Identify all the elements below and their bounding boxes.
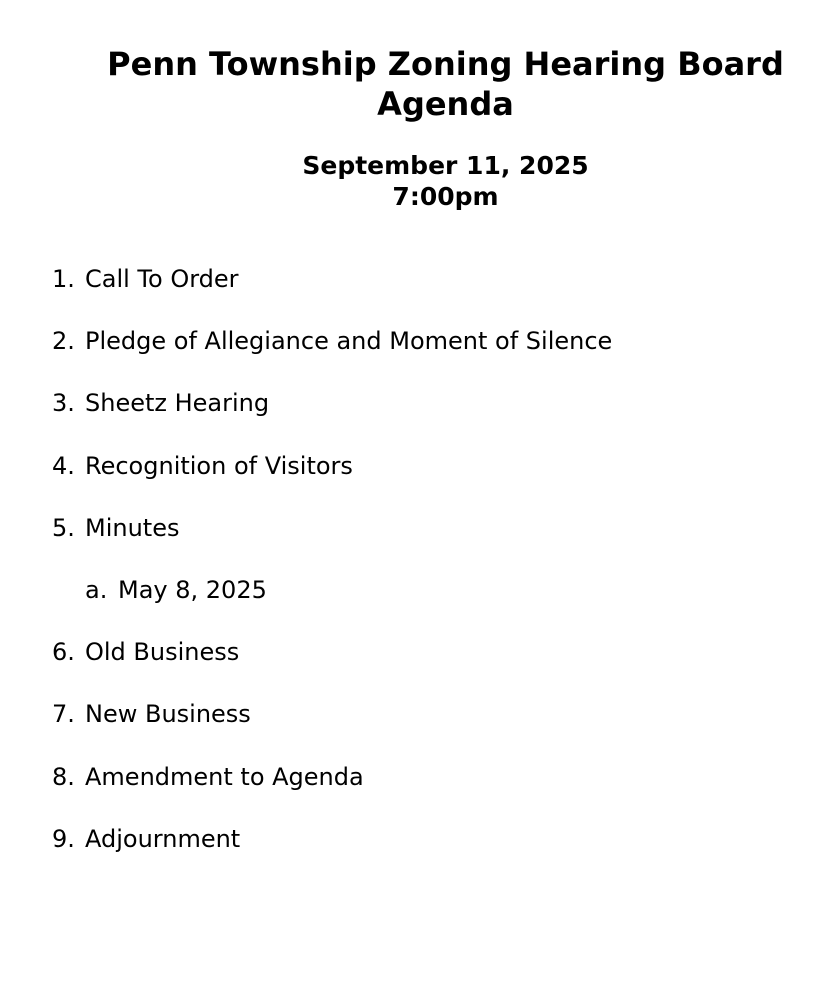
agenda-item-label: Recognition of Visitors — [85, 451, 353, 480]
agenda-item-label: Adjournment — [85, 824, 241, 853]
agenda-item-label: May 8, 2025 — [118, 575, 267, 604]
agenda-subitem-minutes-date — [52, 574, 612, 636]
meeting-time: 7:00pm — [392, 182, 499, 211]
agenda-item-number: 6. — [52, 638, 75, 667]
agenda-item-number: 7. — [52, 700, 75, 729]
agenda-item-new-business — [52, 698, 612, 760]
agenda-item-label: Old Business — [85, 638, 240, 667]
agenda-item-number: 2. — [52, 327, 75, 356]
meeting-date: September 11, 2025 — [302, 151, 589, 180]
agenda-item-number: 9. — [52, 824, 75, 853]
meeting-datetime — [56, 150, 835, 212]
agenda-item-amendment — [52, 761, 612, 823]
agenda-item-number: 8. — [52, 762, 75, 791]
agenda-item-call-to-order — [52, 263, 612, 325]
title-line-1: Penn Township Zoning Hearing Board — [107, 45, 784, 83]
agenda-item-sheetz-hearing — [52, 387, 612, 449]
agenda-item-label: Call To Order — [85, 265, 239, 293]
agenda-item-minutes — [52, 512, 612, 574]
agenda-item-label: Sheetz Hearing — [85, 389, 270, 418]
agenda-item-adjournment — [52, 823, 612, 885]
page-title — [56, 44, 835, 124]
agenda-item-number: 4. — [52, 451, 75, 480]
agenda-item-number: 1. — [52, 265, 75, 293]
agenda-item-recognition-of-visitors — [52, 450, 612, 512]
agenda-item-label: New Business — [85, 700, 251, 729]
agenda-list — [52, 263, 612, 885]
agenda-item-number: 3. — [52, 389, 75, 418]
title-line-2: Agenda — [377, 85, 514, 123]
agenda-item-label: Amendment to Agenda — [85, 762, 364, 791]
agenda-subitem-letter: a. — [85, 575, 108, 604]
agenda-item-number: 5. — [52, 513, 75, 542]
agenda-item-pledge — [52, 325, 612, 387]
agenda-item-old-business — [52, 636, 612, 698]
agenda-item-label: Pledge of Allegiance and Moment of Silence — [85, 327, 613, 356]
agenda-item-label: Minutes — [85, 513, 180, 542]
